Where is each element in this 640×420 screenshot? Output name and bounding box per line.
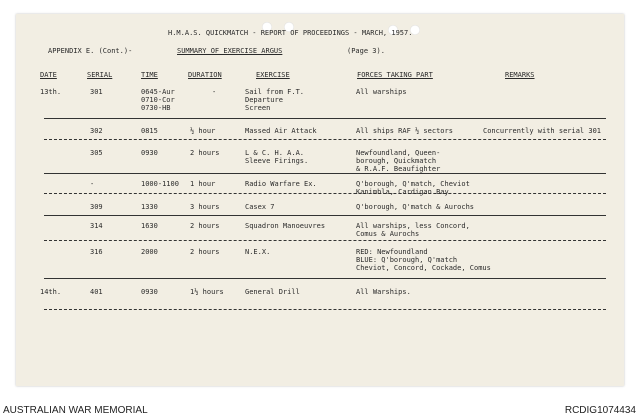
column-header-forces: FORCES TAKING PART [357,71,433,79]
appendix-label: APPENDIX E. (Cont.)- [48,47,133,55]
row-exercise: Departure [245,96,283,104]
row-duration: ½ hour [190,127,216,135]
row-divider [44,215,606,216]
document-title: H.M.A.S. QUICKMATCH - REPORT OF PROCEEDINGS - MARCH, 1957. [168,29,413,37]
row-forces: All Warships. [356,288,411,296]
column-header-remarks: REMARKS [505,71,535,79]
row-time: 1000-1100 [141,180,179,188]
row-date: 14th. [40,288,62,296]
row-duration: 1 hour [190,180,216,188]
row-divider [44,278,606,279]
row-time: 0930 [141,288,158,296]
row-remarks: Concurrently with serial 301 [483,127,602,135]
row-forces: All ships RAF ½ sectors [356,127,453,135]
row-forces: Cheviot, Concord, Cockade, Comus [356,264,491,272]
row-serial: 309 [90,203,103,211]
row-exercise: L & C. H. A.A. [245,149,305,157]
row-forces: BLUE: Q'borough, Q'match [356,256,458,264]
row-duration: 3 hours [190,203,220,211]
row-serial: 316 [90,248,103,256]
row-date: 13th. [40,88,62,96]
row-exercise: General Drill [245,288,300,296]
row-duration: 2 hours [190,248,220,256]
row-time: 0710-Cor [141,96,175,104]
row-serial: 401 [90,288,103,296]
column-header-date: DATE [40,71,57,79]
row-forces: Q'borough, Q'match & Aurochs [356,203,475,211]
row-forces: borough, Quickmatch [356,157,437,165]
row-divider [44,173,606,174]
row-duration: - [212,88,217,96]
summary-heading: SUMMARY OF EXERCISE ARGUS [177,47,283,55]
column-header-time: TIME [141,71,158,79]
row-duration: 2 hours [190,222,220,230]
column-header-duration: DURATION [188,71,222,79]
row-exercise: Squadron Manoeuvres [245,222,326,230]
row-time: 0730-HB [141,104,171,112]
row-serial: - [90,180,95,188]
row-time: 1630 [141,222,158,230]
row-forces: & R.A.F. Beaufighter [356,165,441,173]
row-time: 0930 [141,149,158,157]
row-forces: Comus & Aurochs [356,230,420,238]
row-exercise: Screen [245,104,271,112]
row-forces: All warships, less Concord, [356,222,470,230]
row-duration: 1½ hours [190,288,224,296]
row-exercise: Casex 7 [245,203,275,211]
row-divider [44,118,606,119]
row-forces: Q'borough, Q'match, Cheviot [356,180,470,188]
row-time: 0815 [141,127,158,135]
row-forces: All warships [356,88,407,96]
row-time: 1330 [141,203,158,211]
footer-id: RCDIG1074434 [564,405,636,416]
footer-source: AUSTRALIAN WAR MEMORIAL [3,405,148,416]
row-exercise: Sleeve Firings. [245,157,309,165]
row-duration: 2 hours [190,149,220,157]
row-forces: Kanimbla, Cardigan Bay. [356,188,453,196]
row-exercise: Massed Air Attack [245,127,317,135]
column-header-serial: SERIAL [87,71,113,79]
row-forces: Newfoundland, Queen- [356,149,441,157]
row-serial: 301 [90,88,103,96]
row-divider [44,240,606,241]
row-divider [44,193,606,194]
document-page [16,14,624,386]
row-time: 2000 [141,248,158,256]
row-divider [44,309,606,310]
row-serial: 302 [90,127,103,135]
row-exercise: Radio Warfare Ex. [245,180,317,188]
row-time: 0645-Aur [141,88,175,96]
row-exercise: Sail from F.T. [245,88,305,96]
row-serial: 305 [90,149,103,157]
page-number: (Page 3). [347,47,385,55]
row-forces: RED: Newfoundland [356,248,428,256]
row-serial: 314 [90,222,103,230]
column-header-exercise: EXERCISE [256,71,290,79]
row-exercise: N.E.X. [245,248,271,256]
row-divider [44,139,606,140]
